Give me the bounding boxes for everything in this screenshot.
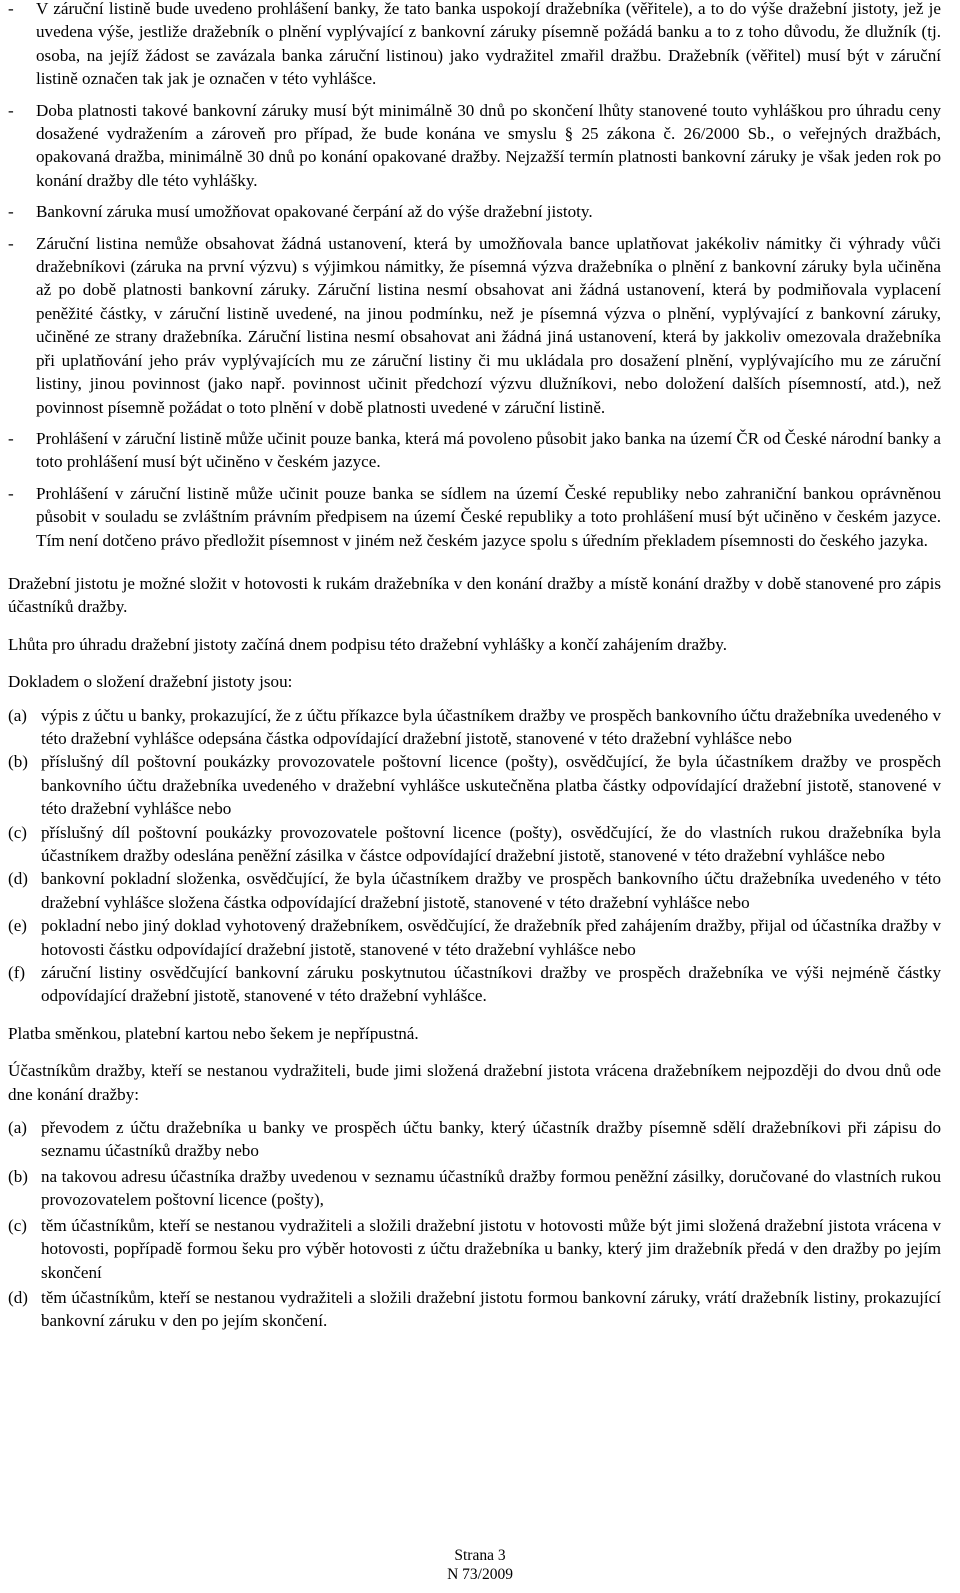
list-marker: - — [8, 0, 14, 18]
list-item — [8, 0, 941, 91]
list-item-text: Záruční listina nemůže obsahovat žádná ustanovení, která by umožňovala bance uplatňovat jakékoliv námitky či výhrady vůči dražebníkovi (záruka na první výzvu) s výjimkou námitky, že písemná výzva dražebníka o plnění z bankovní záruky byla učiněna až po době platnosti bankovní záruky. Záruční listina nesmí obsahovat ani žádná ustanovení, která by podmiňovala vyplacení peněžité částky, v záruční listině uvedené, na jinou podmínku, než je písemná výzva o plnění, vyplývající z bankovní záruky, učiněné ze strany dražebníka. Záruční listina nesmí obsahovat ani žádná jiná ustanovení, která by jakkoliv omezovala dražebníka při uplatňování jeho práv vyplývajících mu ze záruční listiny či mu ukládala pro dosažení plnění, vyplývajícího mu ze záruční listiny, jinou povinnost (jako např. povinnost učinit předchozí výzvu dlužníkovi, nebo doložení dalších písemností, atd.), než povinnost písemně požádat o toto plnění v době platnosti uvedené v záruční listině. — [36, 233, 941, 417]
list-item-text: těm účastníkům, kteří se nestanou vydražiteli a složili dražební jistotu formou bankovní záruky, vrátí dražebník listiny, prokazující bankovní záruku v den po jejím skončení. — [41, 1287, 941, 1331]
list-item-text: Bankovní záruka musí umožňovat opakované čerpání až do výše dražební jistoty. — [36, 202, 593, 222]
proof-intro-paragraph: Dokladem o složení dražební jistoty jsou: — [8, 672, 293, 692]
proof-list — [8, 704, 941, 1008]
list-marker: (a) — [8, 1118, 27, 1138]
list-item — [8, 1286, 941, 1333]
list-marker: (f) — [8, 963, 26, 983]
list-item-text: Doba platnosti takové bankovní záruky musí být minimálně 30 dnů po skončení lhůty stanovené touto vyhláškou pro úhradu ceny dosažené vydražením a zároveň pro případ, že bude konána ve smyslu § 25 zákona č. 26/2000 Sb., o veřejných dražbách, opakovaná dražba, minimálně 30 dnů po konání opakované dražby. Nejzažší termín platnosti bankovní záruky je však jeden rok po konání dražby dle této vyhlášky. — [36, 100, 941, 190]
list-marker: (b) — [8, 752, 28, 772]
page-number: Strana 3 — [454, 1547, 506, 1564]
list-item-text: pokladní nebo jiný doklad vyhotovený dražebníkem, osvědčující, že dražebník před zahájením dražby, přijal od účastníka dražby v hotovosti částku odpovídající dražební jistotě, stanovené v této dražební vyhlášce nebo — [41, 916, 941, 959]
list-item — [8, 750, 941, 820]
list-marker: - — [8, 428, 14, 448]
list-item — [8, 200, 941, 223]
list-item-text: záruční listiny osvědčující bankovní záruku poskytnutou účastníkovi dražby ve prospěch dražebníka ve výši nejméně částky odpovídající dražební jistotě, stanovené v této dražební vyhlášce. — [41, 963, 941, 1006]
list-item — [8, 1165, 941, 1212]
list-item-text: Prohlášení v záruční listině může učinit pouze banka se sídlem na území České republiky nebo zahraniční bankou oprávněnou působit v souladu se zvláštním právním předpisem na území České republiky a toto prohlášení musí být učiněno v českém jazyce. Tím není dotčeno právo předložit písemnost v jiném než českém jazyce spolu s úředním překladem písemnosti do českého jazyka. — [36, 483, 941, 550]
page-footer — [0, 1546, 960, 1584]
list-item — [8, 961, 941, 1008]
list-marker: (a) — [8, 705, 27, 725]
list-marker: (c) — [8, 822, 27, 842]
list-marker: - — [8, 202, 14, 222]
list-item — [8, 427, 941, 474]
list-item-text: V záruční listině bude uvedeno prohlášení banky, že tato banka uspokojí dražebníka (věřitele), a to do výše dražební jistoty, jež je uvedena výše, jestliže dražebník o plnění vyplývající z bankovní záruky písemně požádá banku a to z toho důvodu, že dlužník (tj. osoba, na jejíž žádost se zavázala banka záruční listinou) jako vydražitel zmařil dražbu. Dražebník (věřitel) musí být v záruční listině označen tak jak je označen v této vyhlášce. — [36, 0, 941, 89]
list-item-text: těm účastníkům, kteří se nestanou vydražiteli a složili dražební jistotu v hotovosti může být jimi složená dražební jistota vrácena v hotovosti, popřípadě formou šeku pro výběr hotovosti z účtu dražebníka u banky, který jim dražebník předá v den dražby po jejím skončení — [41, 1215, 941, 1282]
refund-list — [8, 1116, 941, 1333]
list-marker: (b) — [8, 1166, 28, 1186]
list-item — [8, 232, 941, 419]
list-item-text: bankovní pokladní složenka, osvědčující, že byla účastníkem dražby ve prospěch bankovního účtu dražebníka uvedeného v této dražební vyhlášce složena částka odpovídající dražební jistotě, stanovené v této dražební vyhlášce nebo — [41, 869, 941, 912]
refund-intro-paragraph: Účastníkům dražby, kteří se nestanou vydražiteli, bude jimi složená dražební jistota vrácena dražebníkem nejpozději do dvou dnů ode dne konání dražby: — [8, 1061, 941, 1104]
list-item — [8, 704, 941, 751]
cash-deposit-paragraph: Dražební jistotu je možné složit v hotovosti k rukám dražebníka v den konání dražby a místě konání dražby v době stanovené pro zápis účastníků dražby. — [8, 573, 941, 617]
deadline-paragraph: Lhůta pro úhradu dražební jistoty začíná dnem podpisu této dražební vyhlášky a končí zahájením dražby. — [8, 634, 727, 654]
list-item — [8, 914, 941, 961]
list-item-text: na takovou adresu účastníka dražby uvedenou v seznamu účastníků dražby formou peněžní zásilky, doručované do vlastních rukou provozovatelem poštovní licence (pošty), — [41, 1166, 941, 1210]
list-marker: (e) — [8, 916, 27, 936]
document-number: N 73/2009 — [447, 1566, 513, 1583]
list-marker: - — [8, 100, 14, 120]
list-item-text: Prohlášení v záruční listině může učinit pouze banka, která má povoleno působit jako banka na území ČR od České národní banky a toto prohlášení musí být učiněno v českém jazyce. — [36, 428, 941, 472]
list-marker: - — [8, 483, 14, 503]
list-marker: (d) — [8, 869, 28, 889]
list-item-text: příslušný díl poštovní poukázky provozovatele poštovní licence (pošty), osvědčující, že do vlastních rukou dražebníka byla účastníkem dražby odeslána peněžní zásilka v částce odpovídající dražební jistotě, stanovené v této dražební vyhlášce nebo — [41, 822, 941, 865]
section-spacer — [8, 560, 941, 572]
list-item — [8, 867, 941, 914]
list-marker: (d) — [8, 1287, 28, 1307]
list-item — [8, 482, 941, 552]
list-item — [8, 1214, 941, 1284]
list-item-text: výpis z účtu u banky, prokazující, že z účtu příkazce byla účastníkem dražby ve prospěch bankovního účtu dražebníka uvedeného v této dražební vyhlášce odepsána částka odpovídající dražební jistotě, stanovené v této dražební vyhlášce nebo — [41, 705, 941, 748]
list-item — [8, 1116, 941, 1163]
list-marker: (c) — [8, 1215, 27, 1235]
payment-not-allowed-paragraph: Platba směnkou, platební kartou nebo šekem je nepřípustná. — [8, 1023, 419, 1043]
list-item — [8, 99, 941, 193]
list-item — [8, 821, 941, 868]
list-item-text: příslušný díl poštovní poukázky provozovatele poštovní licence (pošty), osvědčující, že byla účastníkem dražby ve prospěch bankovního účtu dražebníka uvedeného v dražební vyhlášce uskutečněna platba částky odpovídající dražební jistotě, stanovené v této dražební vyhlášce nebo — [41, 752, 941, 819]
list-marker: - — [8, 233, 14, 253]
list-item-text: převodem z účtu dražebníka u banky ve prospěch účtu banky, který účastník dražby písemně sdělí dražebníkovi při zápisu do seznamu účastníků dražby nebo — [41, 1118, 941, 1161]
guarantee-conditions-list — [8, 0, 941, 552]
